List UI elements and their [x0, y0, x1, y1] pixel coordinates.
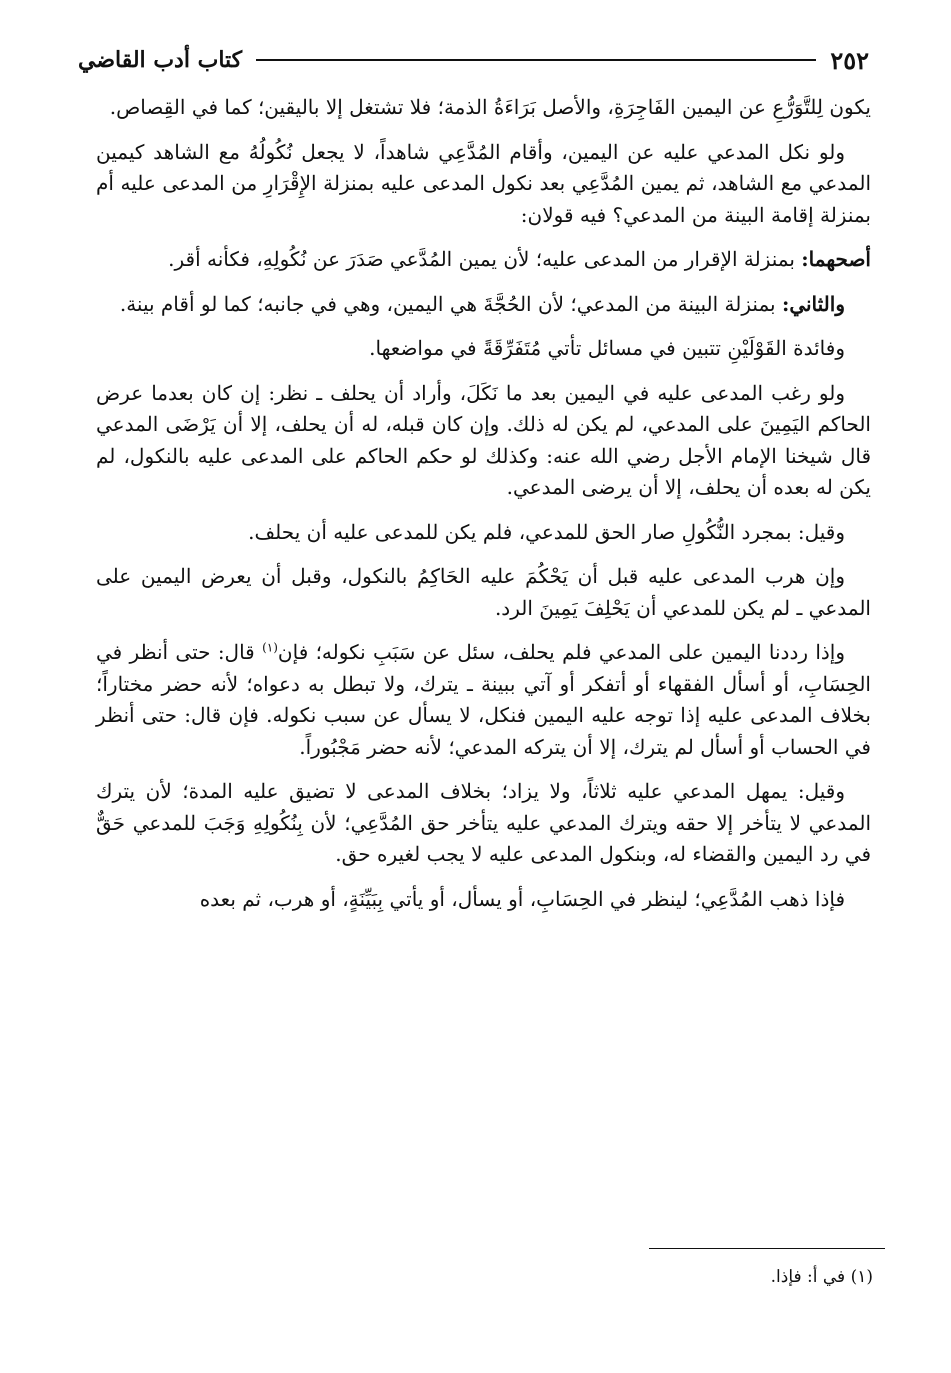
paragraph-text: وقيل: بمجرد النُّكُولِ صار الحق للمدعي، فلم يكن للمدعى عليه أن يحلف. [248, 519, 845, 544]
paragraph [96, 776, 871, 871]
paragraph [96, 637, 871, 763]
paragraph [96, 378, 871, 504]
paragraph [96, 92, 871, 124]
paragraph-text: يكون لِلتَّوَرُّعِ عن اليمين الفَاجِرَةِ، والأصل بَرَاءَةُ الذمة؛ فلا تشتغل إلا باليقين؛ كما في القِصاص. [109, 95, 871, 119]
paragraph [96, 884, 871, 916]
paragraph [96, 561, 871, 624]
paragraph-text: قال: حتى أنظر في الحِسَابِ، أو أسأل الفقهاء أو أتفكر أو آتي ببينة ـ يترك، ولا تبطل به دعواه؛ لأنه حضر مختاراً؛ بخلاف المدعى عليه إذا توجه عليه اليمين فنكل، لا يسأل عن سبب نكوله. فإن قال: حتى أنظر في الحساب أو أسأل لم يترك، إلا أن يتركه المدعي؛ لأنه حضر مَجْبُوراً. [96, 640, 871, 759]
paragraph-text: فإذا ذهب المُدَّعِي؛ لينظر في الحِسَابِ، أو يسأل، أو يأتي بِبَيِّنَةٍ، أو هرب، ثم بعده [199, 886, 845, 911]
paragraph-text: ولو رغب المدعى عليه في اليمين بعد ما نَكَلَ، وأراد أن يحلف ـ نظر: إن كان بعدما عرض الحاكم اليَمِينَ على المدعي، لم يكن له ذلك. وإن كان قبله، له أن يحلف، إلا أن يَرْضَى المدعي قال شيخنا الإمام الأجل رضي الله عنه: وكذلك لو حكم الحاكم على المدعى عليه بالنكول، لم يكن له بعده أن يحلف، إلا أن يرضى المدعي. [96, 380, 871, 499]
footnote-rule [649, 1248, 885, 1249]
paragraph [96, 244, 871, 276]
paragraph [96, 289, 871, 321]
page-number: ٢٥٢ [830, 45, 869, 75]
paragraph [96, 517, 871, 549]
paragraph-text: وإذا رددنا اليمين على المدعي فلم يحلف، سئل عن سَبَبِ نكوله؛ فإن [277, 640, 846, 664]
page-header [78, 38, 869, 82]
body-text [96, 92, 871, 928]
paragraph-term: والثاني: [781, 291, 845, 316]
paragraph-text: وقيل: يمهل المدعي عليه ثلاثاً، ولا يزاد؛ بخلاف المدعى لا تضيق عليه المدة؛ لأن يترك المدعي لا يتأخر إلا حقه ويترك المدعي عليه يتأخر حق المُدَّعِي؛ لأن بِنُكُولِهِ وَجَبَ للمدعي حَقٌّ في رد اليمين والقضاء له، وبنكول المدعى عليه لا يجب لغيره حق. [96, 779, 871, 866]
book-title: كتاب أدب القاضي [78, 47, 243, 73]
header-rule [256, 59, 816, 61]
paragraph [96, 333, 871, 365]
footnote: (١) في أ: فإذا. [770, 1267, 873, 1287]
paragraph-text: وفائدة القَوْلَيْنِ تتبين في مسائل تأتي مُتَفَرِّقَةً في مواضعها. [369, 336, 845, 360]
paragraph-text: بمنزلة البينة من المدعي؛ لأن الحُجَّةَ هي اليمين، وهي في جانبه؛ كما لو أقام بينة. [119, 291, 776, 316]
paragraph-text: بمنزلة الإقرار من المدعى عليه؛ لأن يمين المُدَّعي صَدَرَ عن نُكُولِهِ، فكأنه أقر. [168, 247, 795, 271]
paragraph-text: وإن هرب المدعى عليه قبل أن يَحْكُمَ عليه الحَاكِمُ بالنكول، وقبل أن يعرض اليمين على المدعي ـ لم يكن للمدعي أن يَحْلِفَ يَمِينَ الرد. [96, 564, 871, 620]
paragraph-term: أصحهما: [801, 247, 871, 271]
footnote-ref: (١) [262, 640, 278, 655]
paragraph-text: ولو نكل المدعي عليه عن اليمين، وأقام المُدَّعِي شاهداً، لا يجعل نُكُولُهُ مع الشاهد كيمين المدعي مع الشاهد، ثم يمين المُدَّعِي بعد نكول المدعى عليه بمنزلة الإِقْرَارِ من المدعى عليه أم بمنزلة إقامة البينة من المدعي؟ فيه قولان: [96, 139, 871, 227]
paragraph [96, 137, 871, 232]
